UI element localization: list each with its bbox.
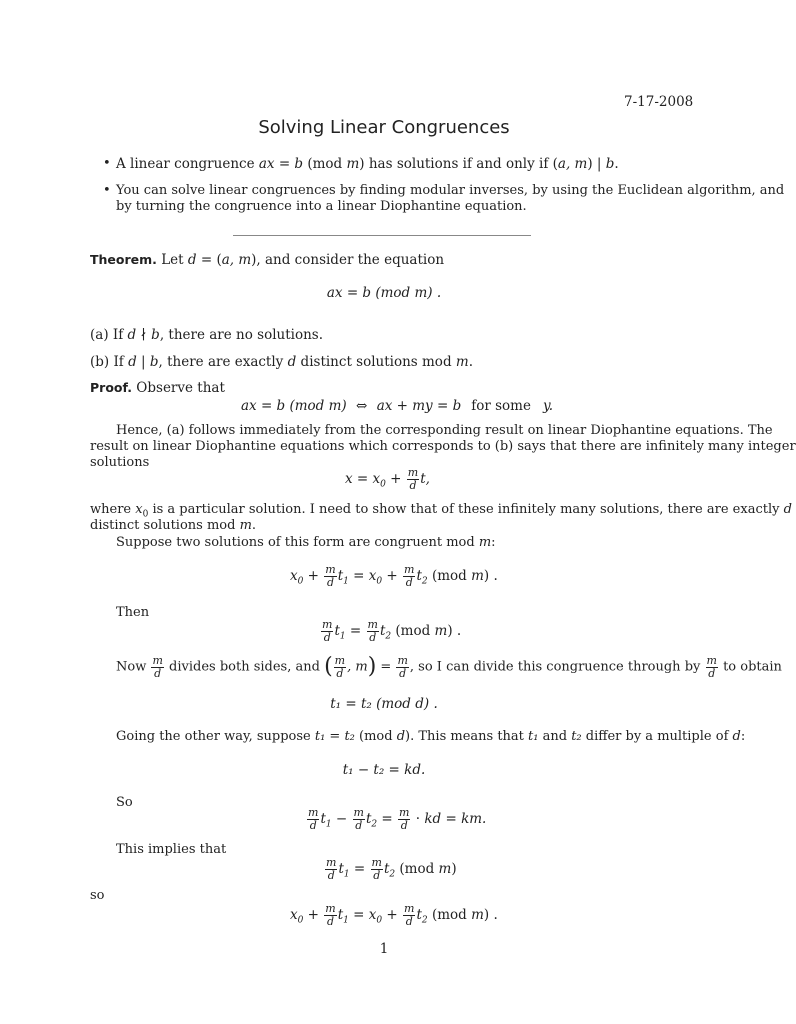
bullet-2-line-1: You can solve linear congruences by finding modular inverses, by using the Euclidean algorithm, and <box>116 183 785 198</box>
solution-formula: $x = x_0$ + $\frac{m}{d}$ t, <box>345 466 430 492</box>
section-divider <box>233 235 531 236</box>
implied-congruence: $\frac{m}{d}$ $t_1$ = $\frac{m}{d}$ $t_2$ (mod m) <box>326 856 457 882</box>
paragraph-1-line-1: Hence, (a) follows immediately from the corresponding result on linear Diophantine equations. The <box>116 423 773 438</box>
theorem-statement: Theorem. Let d = (a, m), and consider the equation <box>90 252 445 268</box>
km-equation: $\frac{m}{d}$ $t_1$ − $\frac{m}{d}$ $t_2$ = $\frac{m}{d}$ · kd = km. <box>308 806 487 832</box>
bullet-1-marker: • <box>103 156 111 171</box>
paragraph-1-line-3: solutions <box>90 455 150 470</box>
theorem-label: Theorem. <box>90 252 157 267</box>
kd-equation: t₁ − t₂ = kd. <box>342 762 426 778</box>
paragraph-2-line-1: where $x_0$ is a particular solution. I need to show that of these infinitely many solutions, there are exactly d <box>90 502 792 520</box>
paragraph-2-line-2: distinct solutions mod m. <box>90 518 257 533</box>
paragraph-1-line-2: result on linear Diophantine equations which corresponds to (b) says that there are infinitely many integer <box>90 439 796 454</box>
proof-equivalence: ax = b (mod m) ⇔ ax + my = b for some y. <box>241 398 554 414</box>
bullet-2-line-2: by turning the congruence into a linear Diophantine equation. <box>116 199 527 214</box>
now-divides-line: Now $\frac{m}{d}$ divides both sides, and ( $\frac{m}{d}$ , m) = $\frac{m}{d}$ , so I can divide this congruence through by $\frac{m}{d}$ to obtain <box>116 653 782 680</box>
theorem-part-b: (b) If d | b, there are exactly d distinct solutions mod m. <box>90 354 473 370</box>
implies-label: This implies that <box>116 842 227 857</box>
so-label-1: So <box>116 795 133 810</box>
page-title: Solving Linear Congruences <box>258 117 510 138</box>
then-label: Then <box>116 605 150 620</box>
so-label-2: so <box>90 888 105 903</box>
proof-intro: Proof. Observe that <box>90 380 225 396</box>
congruence-solutions-equation: $x_0$ + $\frac{m}{d}$ $t_1 = x_0$ + $\frac{m}{d}$ $t_2$ (mod m) . <box>290 563 498 589</box>
paragraph-3: Suppose two solutions of this form are congruent mod m: <box>116 535 496 550</box>
going-other-way: Going the other way, suppose t₁ = t₂ (mod d). This means that t₁ and t₂ differ by a multiple of d: <box>116 729 746 744</box>
reduced-congruence: $\frac{m}{d}$ $t_1$ = $\frac{m}{d}$ $t_2$ (mod m) . <box>322 618 462 644</box>
bullet-1-text: A linear congruence ax = b (mod m) has solutions if and only if (a, m) | b. <box>116 156 619 172</box>
date: 7-17-2008 <box>624 94 694 110</box>
theorem-part-a: (a) If d ∤ b, there are no solutions. <box>90 327 324 343</box>
proof-label: Proof. <box>90 380 133 395</box>
final-congruence: $x_0$ + $\frac{m}{d}$ $t_1 = x_0$ + $\frac{m}{d}$ $t_2$ (mod m) . <box>290 902 498 928</box>
theorem-equation: ax = b (mod m) . <box>326 285 442 301</box>
bullet-2-marker: • <box>103 183 111 198</box>
t-congruence: t₁ = t₂ (mod d) . <box>330 696 438 712</box>
page-number: 1 <box>379 941 389 957</box>
